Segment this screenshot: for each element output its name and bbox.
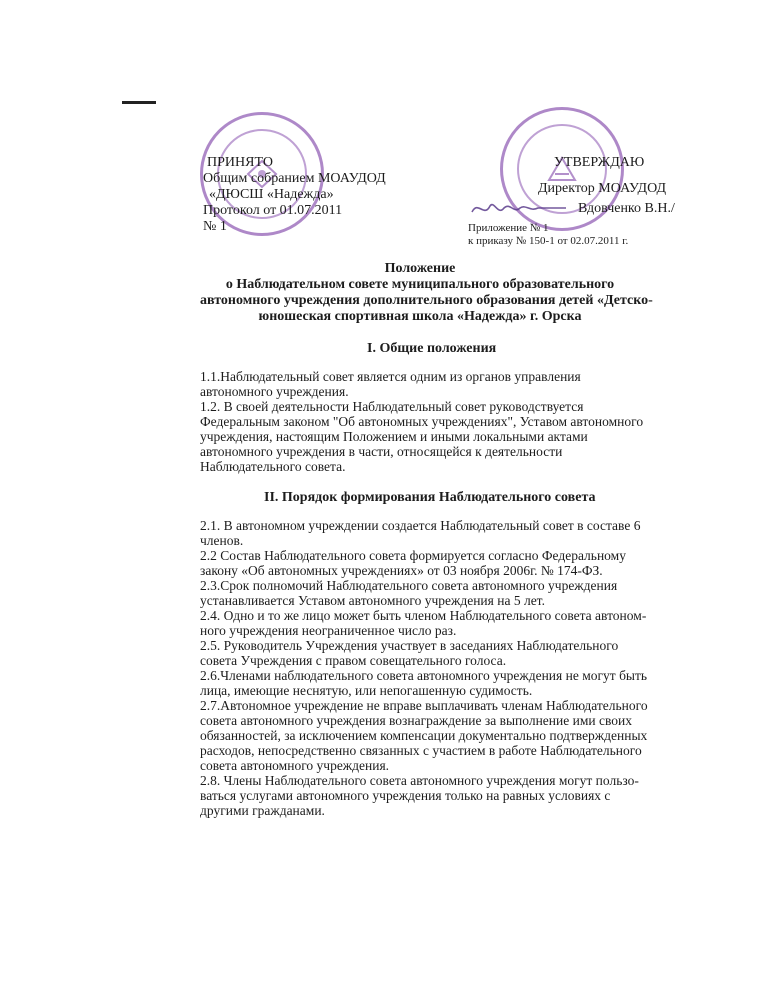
section-1-body	[200, 369, 670, 474]
order-reference: к приказу № 150-1 от 02.07.2011 г.	[468, 235, 629, 247]
approved-body: Общим собранием МОАУДОД	[203, 171, 386, 186]
title-line: юношеская спортивная школа «Надежда» г. Орска	[258, 309, 582, 324]
text-line: устанавливается Уставом автономного учреждения на 5 лет.	[200, 593, 545, 608]
text-line: Федеральным законом "Об автономных учреждениях", Уставом автономного	[200, 414, 644, 429]
approved-org: «ДЮСШ «Надежда»	[209, 187, 334, 202]
text-line: обязанностей, за исключением компенсации документально подтвержденных	[200, 728, 648, 743]
text-line: учреждения, настоящим Положением и иными локальными актами	[200, 429, 588, 444]
confirm-name: Вдовченко В.Н./	[578, 201, 675, 216]
approved-protocol: Протокол от 01.07.2011	[203, 203, 343, 218]
document-title	[200, 261, 653, 325]
section-2-body	[200, 518, 670, 818]
text-line: 2.4. Одно и то же лицо может быть членом Наблюдательного совета автоном-	[200, 608, 647, 623]
text-line: автономного учреждения.	[200, 384, 349, 399]
text-line: 1.1.Наблюдательный совет является одним из органов управления	[200, 369, 581, 384]
text-line: закону «Об автономных учреждениях» от 03 ноября 2006г. № 174-ФЗ.	[200, 563, 603, 578]
section-heading-2: II. Порядок формирования Наблюдательного совета	[264, 490, 596, 505]
title-line: Положение	[384, 261, 456, 276]
text-line: расходов, непосредственно связанных с участием в работе Наблюдательного	[200, 743, 642, 758]
text-line: ного учреждения неограниченное число раз.	[200, 623, 457, 638]
text-line: совета автономного учреждения.	[200, 758, 390, 773]
text-line: ваться услугами автономного учреждения только на равных условиях с	[200, 788, 611, 803]
approved-number: № 1	[203, 219, 227, 234]
handwritten-signature-icon	[468, 196, 568, 220]
text-line: 2.2 Состав Наблюдательного совета формируется согласно Федеральному	[200, 548, 626, 563]
text-line: 2.6.Членами наблюдательного совета автономного учреждения не могут быть	[200, 668, 648, 683]
confirm-position: Директор МОАУДОД	[538, 181, 667, 196]
approved-label: ПРИНЯТО	[207, 155, 273, 170]
text-line: Наблюдательного совета.	[200, 459, 346, 474]
text-line: 1.2. В своей деятельности Наблюдательный совет руководствуется	[200, 399, 584, 414]
text-line: автономного учреждения в части, относящейся к деятельности	[200, 444, 563, 459]
text-line: 2.1. В автономном учреждении создается Наблюдательный совет в составе 6	[200, 518, 641, 533]
text-line: совета Учреждения с правом совещательного голоса.	[200, 653, 507, 668]
text-line: другими гражданами.	[200, 803, 325, 818]
title-line: о Наблюдательном совете муниципального образовательного	[225, 277, 615, 292]
appendix-label: Приложение № 1	[468, 222, 549, 234]
corner-mark	[122, 101, 156, 104]
text-line: 2.8. Члены Наблюдательного совета автономного учреждения могут пользо-	[200, 773, 639, 788]
text-line: 2.3.Срок полномочий Наблюдательного совета автономного учреждения	[200, 578, 618, 593]
text-line: членов.	[200, 533, 244, 548]
confirm-label: УТВЕРЖДАЮ	[554, 155, 645, 170]
text-line: 2.7.Автономное учреждение не вправе выплачивать членам Наблюдательного	[200, 698, 648, 713]
text-line: совета автономного учреждения вознаграждение за выполнение ими своих	[200, 713, 632, 728]
section-heading-1: I. Общие положения	[367, 341, 497, 356]
text-line: лица, имеющие неснятую, или непогашенную судимость.	[200, 683, 533, 698]
title-line: автономного учреждения дополнительного образования детей «Детско-	[200, 293, 653, 308]
approved-block	[203, 155, 423, 235]
text-line: 2.5. Руководитель Учреждения участвует в заседаниях Наблюдательного	[200, 638, 619, 653]
